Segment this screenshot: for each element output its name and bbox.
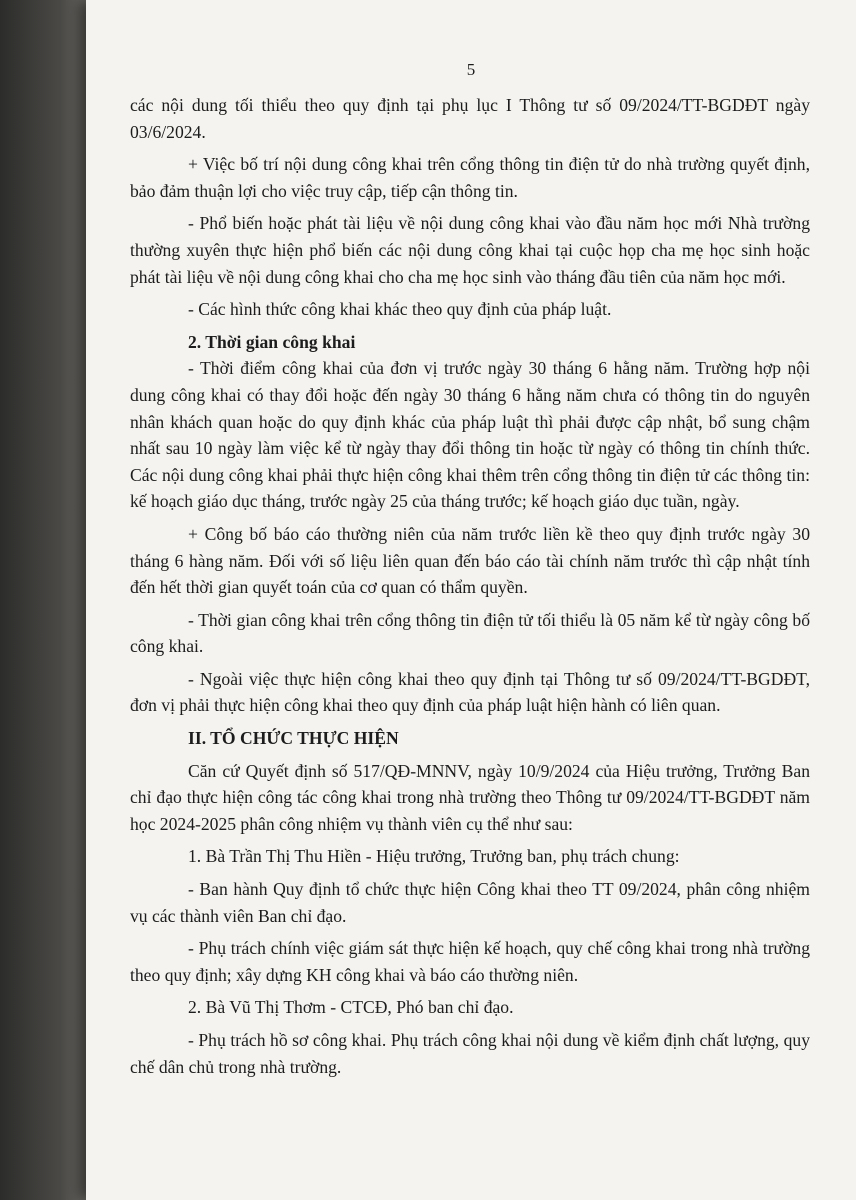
paragraph: - Ban hành Quy định tổ chức thực hiện Công khai theo TT 09/2024, phân công nhiệm vụ các thành viên Ban chỉ đạo. — [130, 879, 810, 926]
paragraph: + Công bố báo cáo thường niên của năm trước liền kề theo quy định trước ngày 30 tháng 6 hàng năm. Đối với số liệu liên quan đến báo cáo tài chính năm trước thì cập nhật tính đến hết thời gian quyết toán của cơ quan có thẩm quyền. — [130, 523, 810, 598]
document-page — [86, 0, 856, 1200]
paragraph: - Ngoài việc thực hiện công khai theo quy định tại Thông tư số 09/2024/TT-BGDĐT, đơn vị phải thực hiện công khai theo quy định của pháp luật hiện hành có liên quan. — [130, 668, 810, 716]
paragraph: - Phụ trách hồ sơ công khai. Phụ trách công khai nội dung về kiểm định chất lượng, quy chế dân chủ trong nhà trường. — [130, 1030, 810, 1077]
section-heading: 2. Thời gian công khai — [188, 331, 356, 352]
paragraph: - Các hình thức công khai khác theo quy định của pháp luật. — [188, 299, 612, 320]
paragraph: Căn cứ Quyết định số 517/QĐ-MNNV, ngày 10/9/2024 của Hiệu trưởng, Trưởng Ban chỉ đạo thực hiện công tác công khai trong nhà trường theo Thông tư 09/2024/TT-BGDĐT năm học 2024-2025 phân công nhiệm vụ thành viên cụ thể như sau: — [130, 760, 810, 834]
paragraph: - Thời gian công khai trên cổng thông tin điện tử tối thiểu là 05 năm kể từ ngày công bố công khai. — [130, 609, 810, 657]
paragraph: 2. Bà Vũ Thị Thơm - CTCĐ, Phó ban chỉ đạo. — [188, 997, 514, 1018]
background-edge — [0, 0, 86, 1200]
paragraph: - Phổ biến hoặc phát tài liệu về nội dung công khai vào đầu năm học mới Nhà trường thường xuyên thực hiện phổ biến các nội dung công khai tại cuộc họp cha mẹ học sinh hoặc phát tài liệu về nội dung công khai cho cha mẹ học sinh vào tháng đầu tiên của năm học mới. — [130, 213, 810, 287]
paragraph: + Việc bố trí nội dung công khai trên cổng thông tin điện tử do nhà trường quyết định, bảo đảm thuận lợi cho việc truy cập, tiếp cận thông tin. — [130, 154, 810, 201]
page-number: 5 — [466, 60, 476, 79]
paragraph: - Phụ trách chính việc giám sát thực hiện kế hoạch, quy chế công khai trong nhà trường theo quy định; xây dựng KH công khai và báo cáo thường niên. — [130, 938, 810, 985]
section-heading: II. TỔ CHỨC THỰC HIỆN — [188, 728, 399, 749]
paragraph: 1. Bà Trần Thị Thu Hiền - Hiệu trưởng, Trưởng ban, phụ trách chung: — [188, 846, 680, 867]
paragraph: - Thời điểm công khai của đơn vị trước ngày 30 tháng 6 hằng năm. Trường hợp nội dung công khai có thay đổi hoặc đến ngày 30 tháng 6 hằng năm chưa có thông tin do nguyên nhân khách quan hoặc do quy định khác của pháp luật thì phải được cập nhật, bổ sung chậm nhất sau 10 ngày làm việc kể từ ngày thay đổi thông tin hoặc từ ngày có thông tin chính thức. Các nội dung công khai phải thực hiện công khai thêm trên cổng thông tin điện tử các thông tin: kế hoạch giáo dục tháng, trước ngày 25 của tháng trước; kế hoạch giáo dục tuần, ngày. — [130, 358, 810, 512]
document-body — [130, 92, 810, 1080]
paragraph: các nội dung tối thiểu theo quy định tại phụ lục I Thông tư số 09/2024/TT-BGDĐT ngày 03/6/2024. — [130, 95, 810, 142]
